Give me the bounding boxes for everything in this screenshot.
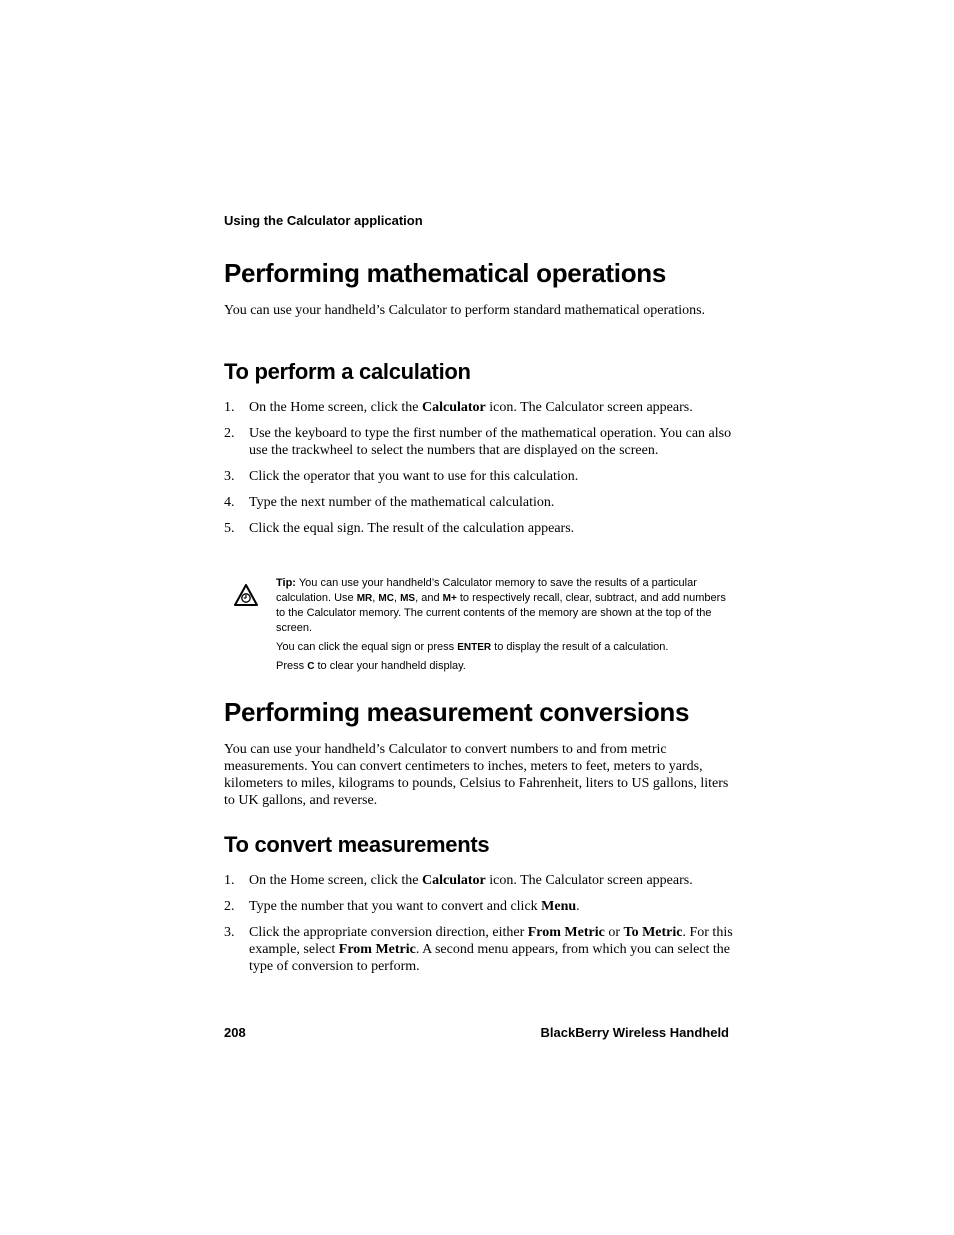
running-head: Using the Calculator application: [224, 213, 423, 228]
list-item: [224, 399, 736, 416]
key-c: C: [307, 661, 315, 672]
step-number: 3.: [224, 925, 235, 940]
tip-text-span: You can click the equal sign or press: [276, 641, 458, 653]
tip-text-span: , and: [415, 592, 443, 604]
step-number: 5.: [224, 521, 235, 536]
tip-text-span: ,: [372, 592, 379, 604]
tip-paragraph: [276, 659, 726, 674]
step-text: . A second menu appears, from which you can select the type of conversion to perform.: [249, 942, 731, 974]
footer-book-title: BlackBerry Wireless Handheld: [540, 1025, 729, 1040]
tip-text-span: You can use your handheld’s Calculator memory to save the results of a particular calculation. Use: [276, 577, 697, 604]
step-text: icon. The Calculator screen appears.: [485, 400, 693, 415]
step-text: On the Home screen, click the: [249, 873, 422, 888]
step-number: 1.: [224, 873, 235, 888]
tip-text-span: to respectively recall, clear, subtract, and add numbers to the Calculator memory. The current contents of the memory are shown at the top of the screen.: [276, 592, 726, 634]
step-text: Click the operator that you want to use for this calculation.: [249, 469, 579, 484]
tip-text-span: ,: [393, 592, 401, 604]
list-item: [224, 898, 736, 915]
procedure-title-convert: To convert measurements: [224, 832, 490, 857]
ui-term: To Metric: [623, 925, 683, 940]
step-number: 4.: [224, 495, 235, 510]
step-text: icon. The Calculator screen appears.: [485, 873, 693, 888]
key-mc: MC: [378, 593, 394, 604]
procedure-title-calculation: To perform a calculation: [224, 359, 471, 384]
step-number: 2.: [224, 899, 235, 914]
step-text: Type the number that you want to convert and click: [249, 899, 542, 914]
list-item: [224, 468, 736, 485]
section-intro-measurement: You can use your handheld’s Calculator to convert numbers to and from metric measurements. You can convert centimeters to inches, meters to feet, meters to yards, kilometers to miles, kilograms to pounds, Celsius to Fahrenheit, liters to US gallons, liters to UK gallons, and reverse.: [224, 742, 729, 808]
step-text: On the Home screen, click the: [249, 400, 422, 415]
list-item: [224, 924, 736, 975]
step-number: 3.: [224, 469, 235, 484]
step-number: 2.: [224, 426, 235, 441]
section-title-math-operations: Performing mathematical operations: [224, 258, 667, 288]
tip-label: Tip:: [276, 577, 296, 589]
list-item: [224, 872, 736, 889]
procedure-steps-convert: [224, 872, 736, 984]
ui-term: From Metric: [527, 925, 605, 940]
key-ms: MS: [400, 593, 416, 604]
key-mr: MR: [356, 593, 373, 604]
step-text: .: [576, 899, 580, 914]
key-enter: ENTER: [457, 642, 492, 653]
tip-text-span: to display the result of a calculation.: [491, 641, 669, 653]
step-number: 1.: [224, 400, 235, 415]
step-text: Use the keyboard to type the first number of the mathematical operation. You can also use the trackwheel to select the numbers that are displayed on the screen.: [249, 426, 732, 458]
list-item: [224, 520, 736, 537]
step-text: Type the next number of the mathematical calculation.: [249, 495, 555, 510]
ui-term: From Metric: [338, 942, 416, 957]
list-item: [224, 425, 736, 459]
ui-term: Calculator: [422, 400, 486, 415]
step-text: Click the equal sign. The result of the calculation appears.: [249, 521, 575, 536]
tip-text-span: to clear your handheld display.: [314, 660, 466, 672]
ui-term: Menu: [541, 899, 577, 914]
step-text: . For this example, select: [249, 925, 733, 957]
step-text: Click the appropriate conversion direction, either: [249, 925, 528, 940]
tip-text: [276, 576, 726, 678]
tip-text-span: Press: [276, 660, 308, 672]
section-title-measurement-conversions: Performing measurement conversions: [224, 697, 690, 727]
section-intro-math: You can use your handheld’s Calculator to perform standard mathematical operations.: [224, 303, 706, 318]
key-m-plus: M+: [442, 593, 457, 604]
procedure-steps-calculation: [224, 399, 736, 546]
step-text: or: [604, 925, 624, 940]
list-item: [224, 494, 736, 511]
tip-triangle-icon: [234, 584, 258, 606]
page-number: 208: [224, 1025, 246, 1040]
tip-paragraph: [276, 640, 726, 655]
tip-paragraph: [276, 576, 726, 636]
ui-term: Calculator: [422, 873, 486, 888]
